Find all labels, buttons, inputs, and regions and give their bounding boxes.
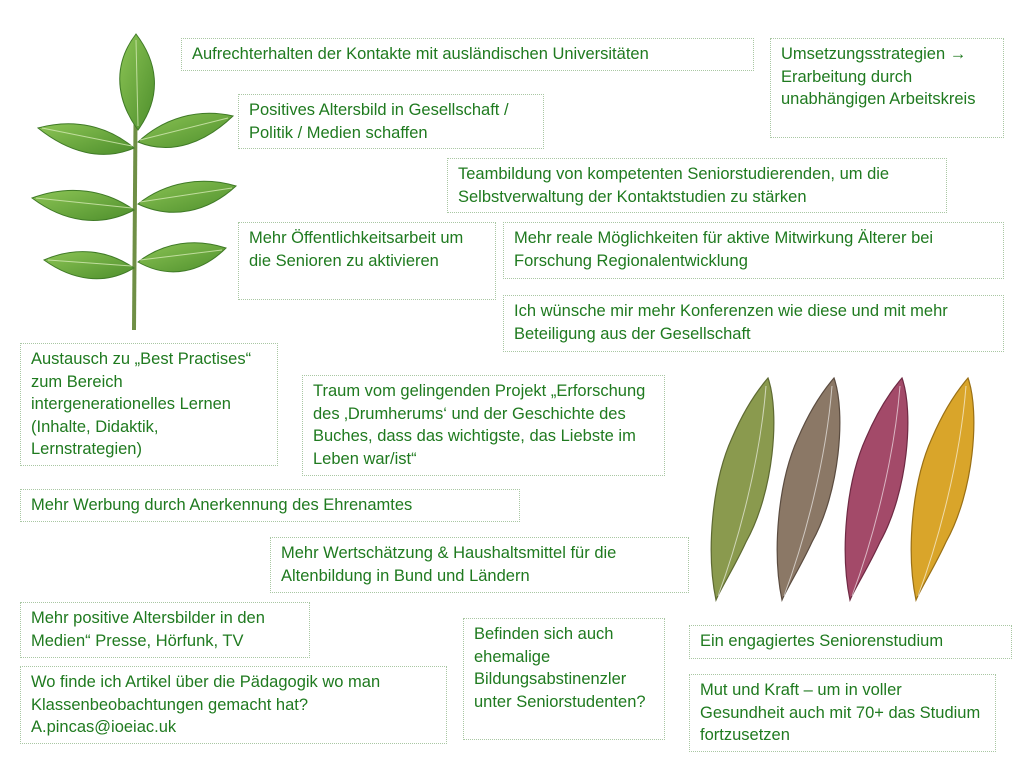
note-real-participation-research: Mehr reale Möglichkeiten für aktive Mitwirkung Älterer bei Forschung Regionalentwicklung bbox=[503, 222, 1004, 279]
green-compound-leaf-image bbox=[28, 30, 240, 342]
note-courage-and-strength: Mut und Kraft – um in voller Gesundheit auch mit 70+ das Studium fortzusetzen bbox=[689, 674, 996, 752]
note-positive-age-images-media: Mehr positive Altersbilder in den Medien“ Presse, Hörfunk, TV bbox=[20, 602, 310, 658]
note-implementation-strategies: Umsetzungsstrategien → Erarbeitung durch unabhängigen Arbeitskreis bbox=[770, 38, 1004, 138]
note-dream-project: Traum vom gelingenden Projekt „Erforschung des ‚Drumherums‘ und der Geschichte des Buches, dass das wichtigste, das Liebste im Leben war/ist“ bbox=[302, 375, 665, 476]
note-pedagogy-articles-question: Wo finde ich Artikel über die Pädagogik wo man Klassenbeobachtungen gemacht hat? A.pincas@ioeiac.uk bbox=[20, 666, 447, 744]
note-engaged-senior-studies: Ein engagiertes Seniorenstudium bbox=[689, 625, 1012, 659]
note-contacts-foreign-universities: Aufrechterhalten der Kontakte mit ausländischen Universitäten bbox=[181, 38, 754, 71]
note-more-public-relations: Mehr Öffentlichkeitsarbeit um die Senioren zu aktivieren bbox=[238, 222, 496, 300]
note-more-advertising-volunteering: Mehr Werbung durch Anerkennung des Ehrenamtes bbox=[20, 489, 520, 522]
note-appreciation-budget: Mehr Wertschätzung & Haushaltsmittel für die Altenbildung in Bund und Ländern bbox=[270, 537, 689, 593]
note-more-conferences: Ich wünsche mir mehr Konferenzen wie diese und mit mehr Beteiligung aus der Gesellschaft bbox=[503, 295, 1004, 352]
note-team-building-senior-students: Teambildung von kompetenten Seniorstudierenden, um die Selbstverwaltung der Kontaktstudien zu stärken bbox=[447, 158, 947, 213]
note-education-abstainers-question: Befinden sich auch ehemalige Bildungsabstinenzler unter Seniorstudenten? bbox=[463, 618, 665, 740]
colored-leaves-image bbox=[702, 372, 978, 604]
note-best-practices-exchange: Austausch zu „Best Practises“ zum Bereich intergenerationelles Lernen (Inhalte, Didaktik, Lernstrategien) bbox=[20, 343, 278, 466]
note-positive-age-image-society: Positives Altersbild in Gesellschaft / Politik / Medien schaffen bbox=[238, 94, 544, 149]
